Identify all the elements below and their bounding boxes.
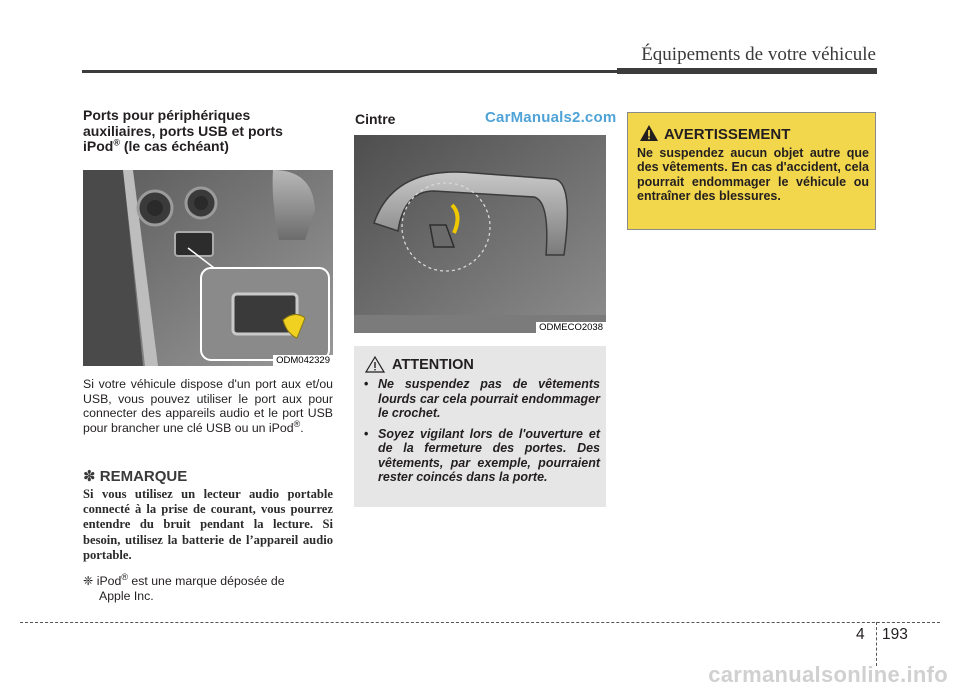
ports-body-text [83, 377, 333, 435]
chapter-title: Équipements de votre véhicule [641, 44, 876, 65]
title-line-2: auxiliaires, ports USB et ports [83, 122, 283, 139]
title-line-1: Ports pour périphériques [83, 107, 251, 123]
attention-box [354, 346, 606, 507]
hanger-illustration [354, 135, 606, 333]
cintre-title: Cintre [355, 111, 396, 127]
image-code-cintre: ODMECO2038 [536, 322, 606, 333]
page-number: 193 [882, 626, 908, 643]
note-text-end: est une marque déposée de [127, 574, 285, 588]
note-text: iPod [93, 574, 122, 588]
footer-watermark: carmanualsonline.info [708, 662, 948, 687]
attention-item-text: Soyez vigilant lors de l'ouverture et de la fermeture des portes. Des vêtements, par exemple, pourraient rester coincés dans la porte. [378, 426, 600, 484]
ports-section-title [83, 108, 333, 155]
warning-icon [639, 124, 659, 142]
chapter-number: 4 [856, 626, 865, 643]
registered-mark: ® [293, 418, 301, 429]
attention-item [364, 377, 600, 421]
note-symbol: ❈ [83, 574, 94, 588]
registered-mark: ® [121, 571, 128, 582]
usb-port-photo [83, 170, 333, 366]
registered-mark: ® [113, 137, 120, 148]
remark-title: ✽ REMARQUE [83, 468, 188, 485]
trademark-note [83, 571, 333, 603]
warning-box [627, 112, 876, 230]
header-rule-accent [617, 68, 877, 74]
warning-title: AVERTISSEMENT [664, 126, 791, 143]
remark-text: Si vous utilisez un lecteur audio portable connecté à la prise de courant, vous pourrez entendre du bruit pendant la lecture. Si besoin, utilisez la batterie de l’appareil audio portable. [83, 487, 333, 562]
caution-triangle-icon [365, 356, 385, 373]
warning-text: Ne suspendez aucun objet autre que des vêtements. En cas d'accident, cela pourrait endommager le véhicule ou entraîner des blessures. [637, 146, 869, 203]
ports-body-main: Si votre véhicule dispose d'un port aux et/ou USB, vous pouvez utiliser le port aux pour connecter des appareils audio et le port USB pour brancher une clé USB ou un iPod [83, 377, 333, 435]
footer-rule [20, 622, 940, 623]
note-line-2: Apple Inc. [99, 588, 154, 603]
site-watermark: CarManuals2.com [485, 109, 617, 126]
attention-item-text: Ne suspendez pas de vêtements lourds car cela pourrait endommager le crochet. [378, 377, 600, 420]
ports-body-end: . [300, 420, 304, 435]
attention-list [364, 377, 600, 491]
console-illustration [83, 170, 333, 366]
bullet: • [364, 377, 369, 391]
title-line-3: iPod [83, 138, 114, 154]
attention-title: ATTENTION [392, 357, 474, 373]
hanger-photo [354, 135, 606, 333]
attention-item [364, 427, 600, 485]
footer-divider [876, 622, 877, 666]
bullet: • [364, 426, 369, 441]
title-line-3-end: (le cas échéant) [119, 138, 229, 154]
image-code-ports: ODM042329 [273, 355, 333, 366]
